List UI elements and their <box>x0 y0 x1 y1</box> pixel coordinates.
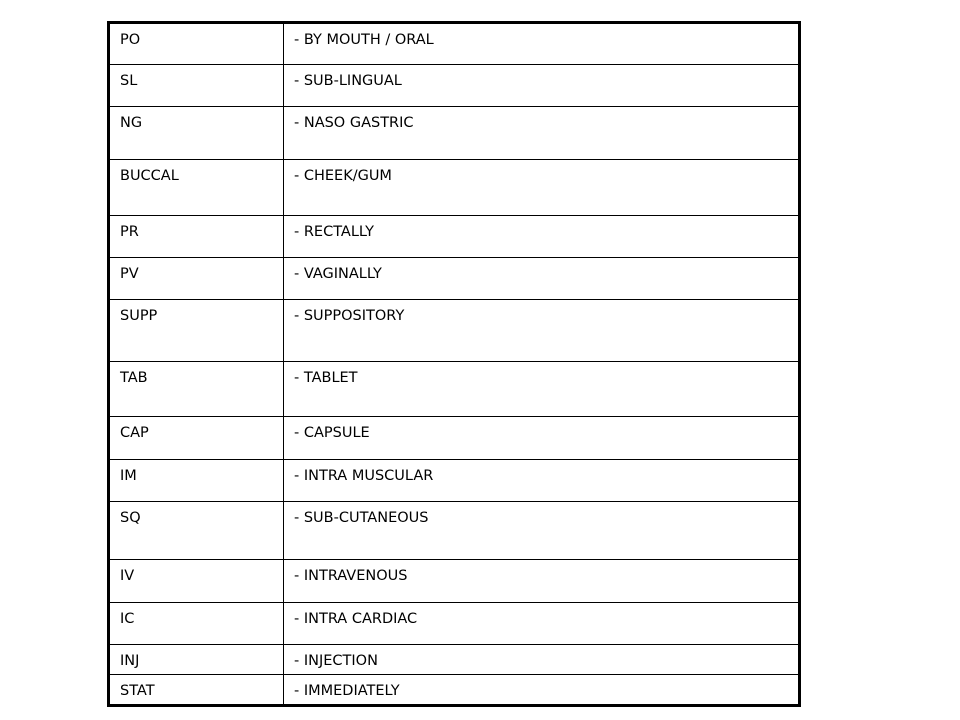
table-row <box>109 560 800 603</box>
abbreviation-cell: IM <box>109 460 284 502</box>
table-row <box>109 107 800 160</box>
table-row <box>109 258 800 300</box>
meaning-cell: - CHEEK/GUM <box>284 160 800 216</box>
table-row <box>109 23 800 65</box>
meaning-cell: - BY MOUTH / ORAL <box>284 23 800 65</box>
meaning-cell: - NASO GASTRIC <box>284 107 800 160</box>
meaning-cell: - INTRAVENOUS <box>284 560 800 603</box>
meaning-cell: - RECTALLY <box>284 216 800 258</box>
meaning-cell: - TABLET <box>284 362 800 417</box>
abbreviations-table <box>107 21 801 707</box>
table-row <box>109 216 800 258</box>
meaning-cell: - INJECTION <box>284 645 800 675</box>
table-row <box>109 300 800 362</box>
table-row <box>109 603 800 645</box>
meaning-cell: - CAPSULE <box>284 417 800 460</box>
abbreviation-cell: PV <box>109 258 284 300</box>
abbreviation-cell: NG <box>109 107 284 160</box>
abbreviation-cell: CAP <box>109 417 284 460</box>
abbreviation-cell: INJ <box>109 645 284 675</box>
meaning-cell: - INTRA MUSCULAR <box>284 460 800 502</box>
abbreviation-cell: STAT <box>109 675 284 706</box>
table-row <box>109 460 800 502</box>
abbreviation-cell: PR <box>109 216 284 258</box>
meaning-cell: - SUB-LINGUAL <box>284 65 800 107</box>
table-row <box>109 502 800 560</box>
meaning-cell: - IMMEDIATELY <box>284 675 800 706</box>
table-row <box>109 645 800 675</box>
abbreviation-cell: IV <box>109 560 284 603</box>
meaning-cell: - VAGINALLY <box>284 258 800 300</box>
table-row <box>109 417 800 460</box>
table-row <box>109 160 800 216</box>
abbreviation-cell: PO <box>109 23 284 65</box>
abbreviation-cell: BUCCAL <box>109 160 284 216</box>
abbreviation-cell: IC <box>109 603 284 645</box>
table-row <box>109 362 800 417</box>
meaning-cell: - SUPPOSITORY <box>284 300 800 362</box>
abbreviation-cell: TAB <box>109 362 284 417</box>
abbreviation-cell: SQ <box>109 502 284 560</box>
table-row <box>109 65 800 107</box>
meaning-cell: - SUB-CUTANEOUS <box>284 502 800 560</box>
abbreviation-cell: SL <box>109 65 284 107</box>
abbreviation-cell: SUPP <box>109 300 284 362</box>
table-row <box>109 675 800 706</box>
meaning-cell: - INTRA CARDIAC <box>284 603 800 645</box>
